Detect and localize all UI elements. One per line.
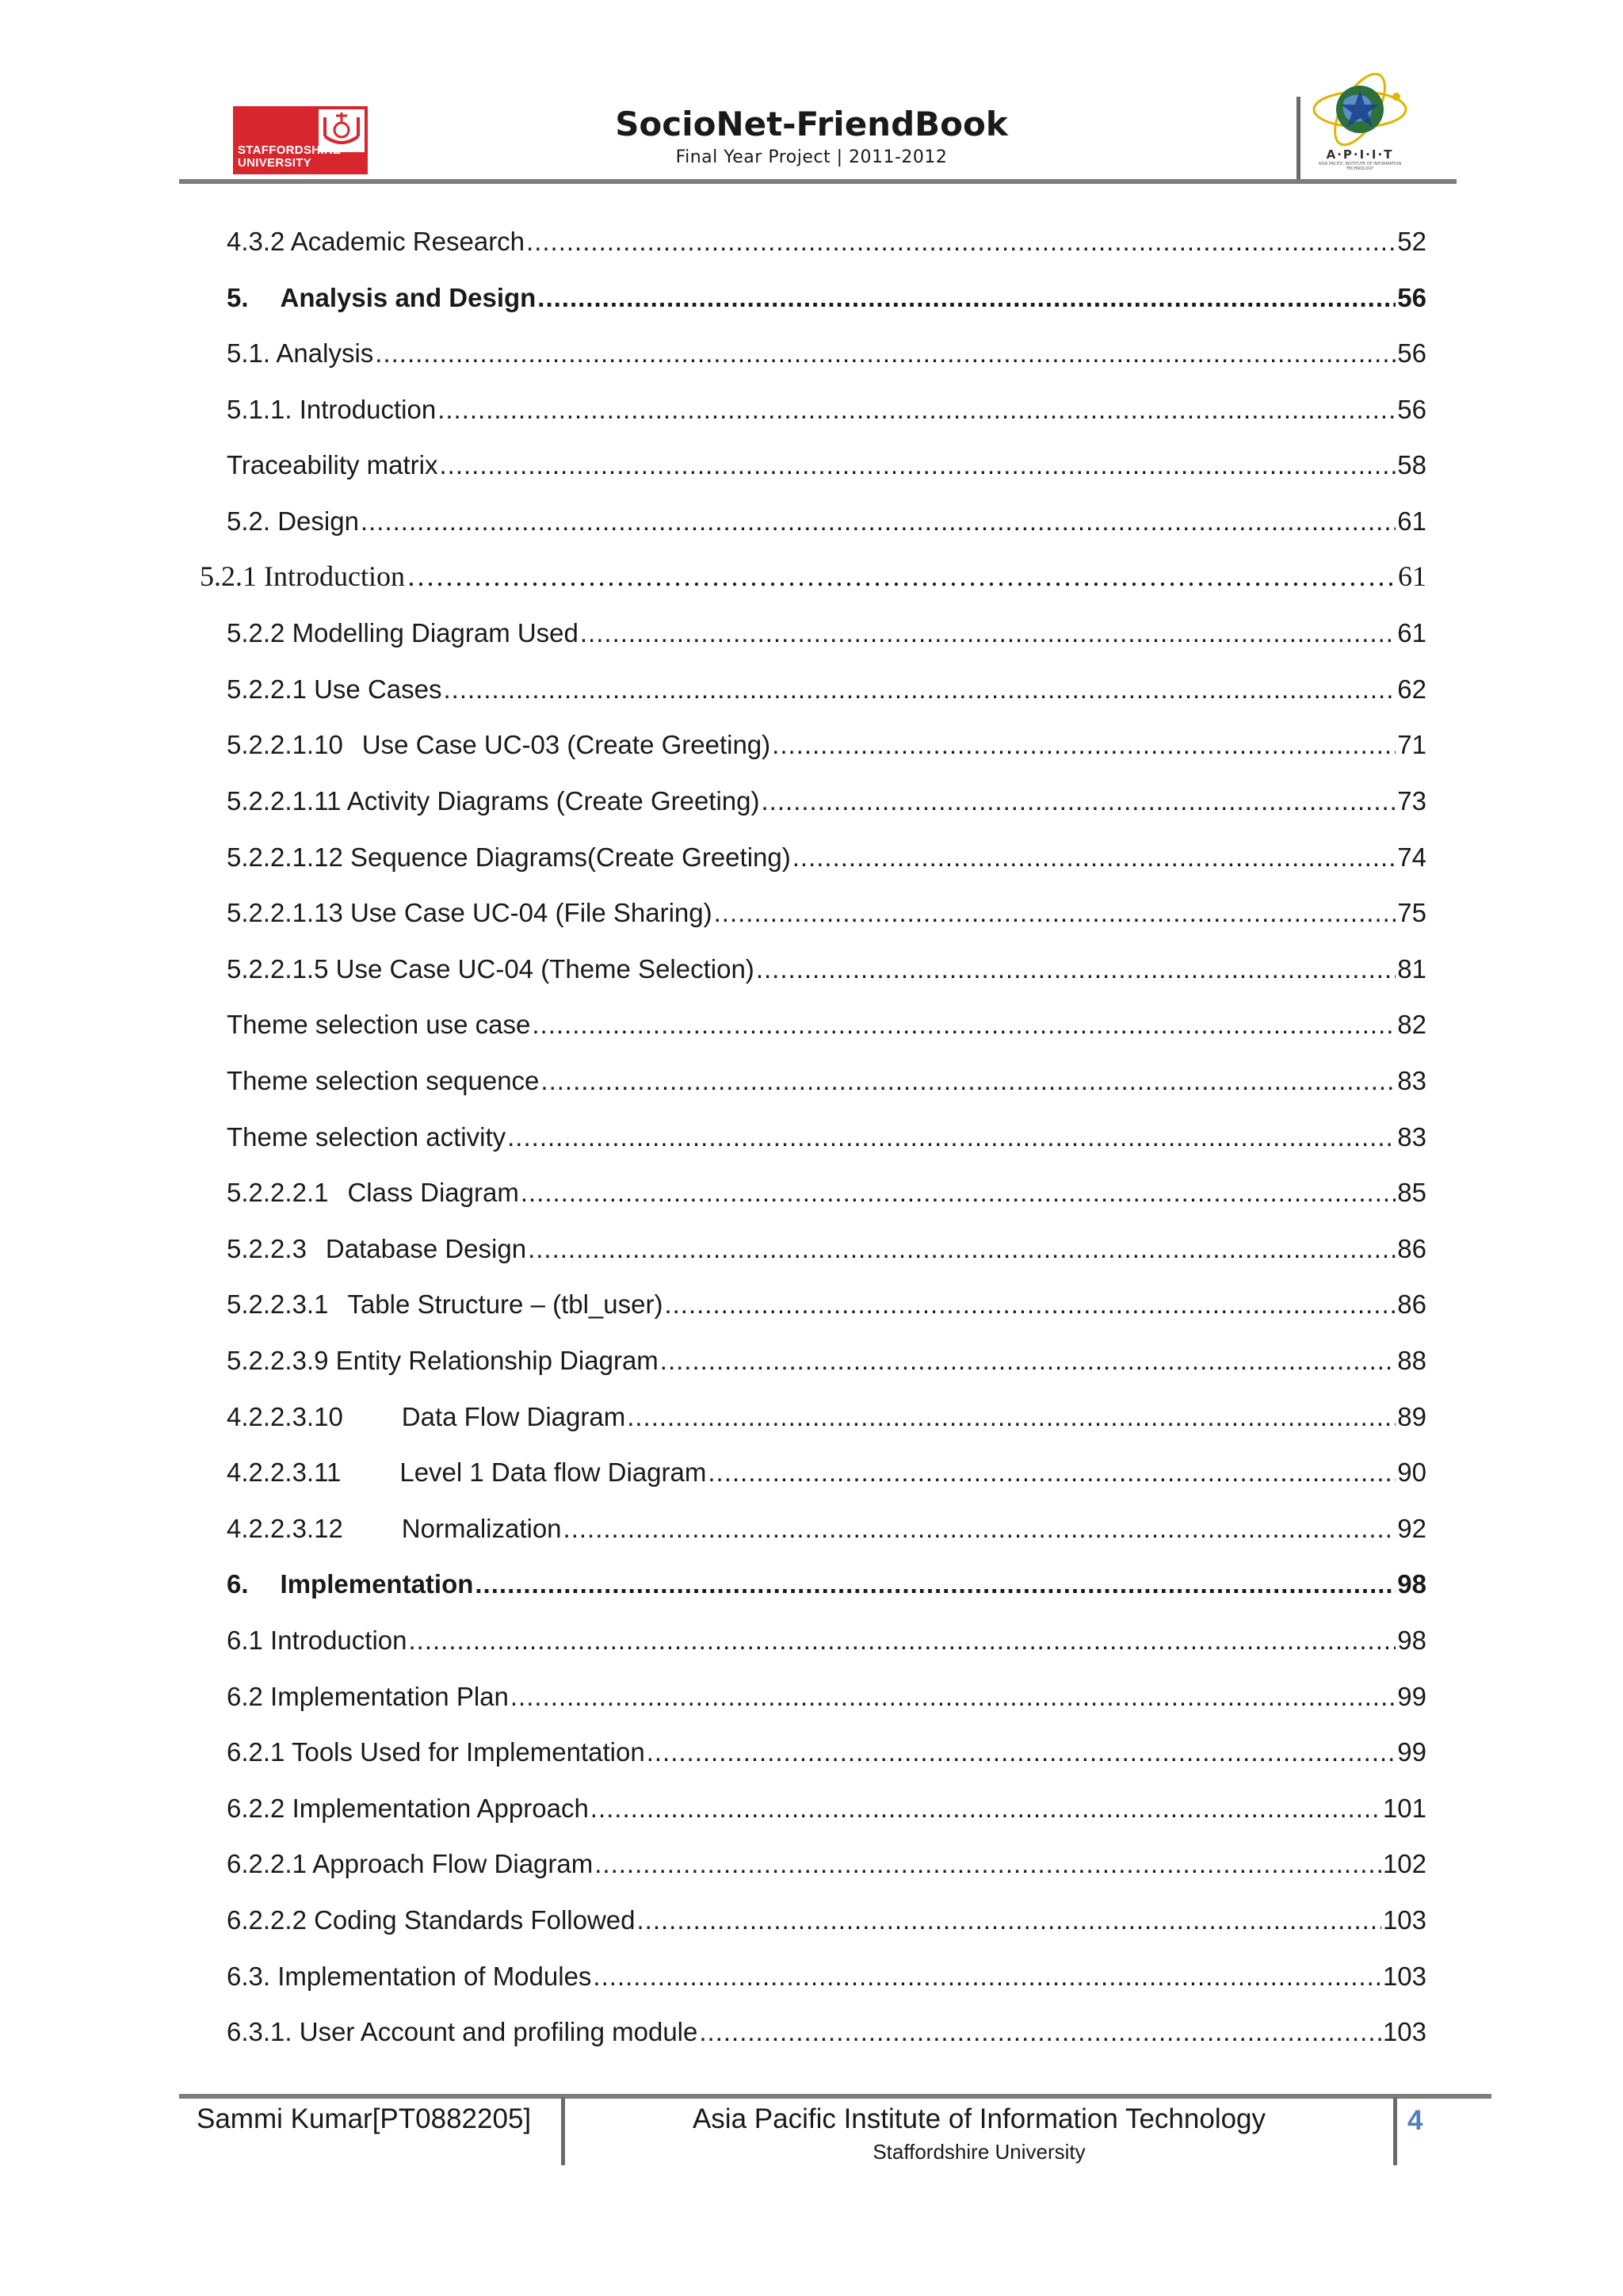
toc-entry-number: 5.2.2.1.10 — [227, 730, 343, 759]
toc-entry[interactable] — [227, 610, 1426, 648]
toc-entry-label: Table Structure – (tbl_user) — [347, 1289, 663, 1319]
apiit-logo-small-text: ASIA PACIFIC INSTITUTE OF INFORMATION TECHNOLOGY — [1318, 162, 1402, 171]
toc-entry-leader — [443, 674, 1396, 705]
toc-entry-number: 5. — [227, 283, 249, 312]
toc-entry-page: 103 — [1382, 2017, 1426, 2046]
toc-entry-page: 85 — [1397, 1178, 1426, 1207]
toc-entry-page: 102 — [1382, 1849, 1426, 1878]
toc-entry-label: 5.2.2.1 Use Cases — [227, 674, 442, 704]
toc-entry[interactable] — [227, 722, 1426, 760]
toc-entry[interactable] — [227, 1786, 1426, 1824]
toc-entry-page: 61 — [1397, 506, 1426, 536]
toc-entry-page: 99 — [1397, 1682, 1426, 1711]
toc-entry-leader — [594, 1849, 1381, 1879]
toc-entry-leader — [772, 730, 1396, 760]
toc-entry-leader — [407, 560, 1396, 593]
toc-entry-label: 6.3. Implementation of Modules — [227, 1962, 592, 1991]
toc-entry[interactable] — [227, 1450, 1426, 1488]
footer-rule — [179, 2094, 1491, 2099]
toc-entry-leader — [475, 1569, 1396, 1599]
toc-entry[interactable] — [227, 387, 1426, 425]
toc-entry-page: 90 — [1397, 1457, 1426, 1487]
toc-entry-number: 4.2.2.3.10 — [227, 1402, 343, 1431]
toc-entry[interactable] — [227, 778, 1426, 816]
toc-entry-leader — [510, 1682, 1396, 1712]
toc-entry-page: 101 — [1382, 1794, 1426, 1823]
toc-entry-leader — [526, 227, 1396, 257]
toc-entry[interactable] — [227, 1002, 1426, 1040]
toc-entry-label: 5.2.2 Modelling Diagram Used — [227, 618, 579, 648]
toc-entry-number: 4.2.2.3.12 — [227, 1514, 343, 1543]
toc-entry[interactable] — [227, 1618, 1426, 1656]
toc-entry[interactable] — [227, 1226, 1426, 1264]
toc-entry-label: 6.2.2.1 Approach Flow Diagram — [227, 1849, 594, 1878]
toc-entry-page: 88 — [1397, 1346, 1426, 1375]
toc-entry-leader — [375, 338, 1396, 369]
toc-entry-label: 4.3.2 Academic Research — [227, 227, 525, 256]
toc-entry-page: 82 — [1397, 1010, 1426, 1039]
toc-entry-number: 5.2.2.3 — [227, 1234, 307, 1263]
toc-entry-page: 98 — [1397, 1569, 1426, 1599]
toc-entry-label: Theme selection sequence — [227, 1066, 540, 1095]
toc-entry-page: 71 — [1397, 730, 1426, 759]
toc-entry-number: 6. — [227, 1569, 249, 1599]
toc-entry[interactable] — [227, 890, 1426, 928]
toc-entry-number: 5.2.2.2.1 — [227, 1178, 329, 1207]
toc-entry[interactable] — [227, 499, 1426, 537]
toc-entry[interactable] — [227, 219, 1426, 257]
toc-entry-leader — [521, 1178, 1396, 1208]
toc-entry-leader — [563, 1514, 1396, 1544]
toc-entry-label: Normalization — [401, 1514, 562, 1543]
toc-entry[interactable] — [227, 1954, 1426, 1992]
toc-entry-leader — [660, 1346, 1396, 1376]
toc-entry[interactable] — [227, 1897, 1426, 1935]
toc-entry-leader — [580, 618, 1396, 648]
toc-entry-page: 98 — [1397, 1626, 1426, 1655]
staffordshire-logo-line2: UNIVERSITY — [238, 156, 312, 170]
toc-entry[interactable] — [227, 1058, 1426, 1096]
toc-entry-page: 81 — [1397, 954, 1426, 984]
toc-entry[interactable] — [227, 1170, 1426, 1208]
toc-entry-label: 6.1 Introduction — [227, 1626, 407, 1655]
toc-entry-leader — [440, 450, 1396, 480]
toc-entry-label: 6.3.1. User Account and profiling module — [227, 2017, 698, 2046]
toc-entry-leader — [593, 1962, 1381, 1992]
toc-entry-label: 5.2.1 Introduction — [200, 560, 405, 592]
toc-entry[interactable] — [227, 1282, 1426, 1320]
toc-entry-leader — [437, 395, 1396, 425]
toc-entry[interactable] — [227, 1506, 1426, 1544]
toc-entry-number: 5.2.2.3.1 — [227, 1289, 329, 1319]
toc-entry-page: 74 — [1397, 842, 1426, 872]
toc-entry-label: Class Diagram — [347, 1178, 519, 1207]
toc-entry-page: 89 — [1397, 1402, 1426, 1431]
toc-entry[interactable] — [227, 275, 1426, 313]
toc-entry-label: Traceability matrix — [227, 450, 438, 479]
toc-entry-page: 83 — [1397, 1122, 1426, 1152]
staffordshire-logo-line1: STAFFORDSHIRE — [238, 143, 342, 157]
toc-entry-leader — [647, 1737, 1396, 1767]
toc-entry[interactable] — [227, 667, 1426, 705]
toc-entry-label: Analysis and Design — [280, 283, 537, 312]
toc-entry-label: 5.2.2.1.11 Activity Diagrams (Create Greeting) — [227, 786, 760, 816]
toc-entry-page: 56 — [1397, 395, 1426, 424]
toc-entry-leader — [756, 954, 1396, 984]
toc-entry-leader — [528, 1234, 1396, 1264]
footer-institute: Asia Pacific Institute of Information Technology — [692, 2103, 1266, 2134]
toc-entry-leader — [664, 1289, 1396, 1320]
toc-entry-label: 5.2. Design — [227, 506, 359, 536]
toc-entry-label: Implementation — [280, 1569, 474, 1599]
toc-entry[interactable] — [227, 1729, 1426, 1767]
toc-entry[interactable] — [227, 1841, 1426, 1879]
toc-entry-label: 5.1.1. Introduction — [227, 395, 437, 424]
toc-entry[interactable] — [227, 330, 1426, 369]
toc-entry-leader — [627, 1402, 1396, 1432]
toc-entry-page: 86 — [1397, 1289, 1426, 1319]
toc-entry-page: 75 — [1397, 898, 1426, 927]
toc-entry-page: 83 — [1397, 1066, 1426, 1095]
toc-entry[interactable] — [200, 555, 1426, 593]
toc-entry-page: 61 — [1397, 618, 1426, 648]
toc-entry-leader — [762, 786, 1396, 816]
footer-author: Sammi Kumar[PT0882205] — [197, 2103, 532, 2134]
footer-divider-right — [1393, 2097, 1397, 2165]
page-number: 4 — [1407, 2105, 1423, 2136]
toc-entry-page: 61 — [1398, 560, 1426, 592]
toc-entry[interactable] — [227, 1674, 1426, 1712]
toc-entry-label: 6.2.2 Implementation Approach — [227, 1794, 589, 1823]
toc-entry-label: Use Case UC-03 (Create Greeting) — [361, 730, 771, 759]
toc-entry-page: 86 — [1397, 1234, 1426, 1263]
toc-entry[interactable] — [227, 1338, 1426, 1376]
toc-entry-page: 73 — [1397, 786, 1426, 816]
toc-entry-leader — [708, 1457, 1396, 1488]
apiit-logo-text: A·P·I·I·T — [1326, 147, 1394, 162]
toc-entry-label: 5.2.2.1.12 Sequence Diagrams(Create Greeting) — [227, 842, 791, 872]
toc-entry-leader — [361, 506, 1396, 537]
toc-entry[interactable] — [227, 1561, 1426, 1599]
toc-entry-label: 6.2.2.2 Coding Standards Followed — [227, 1905, 636, 1935]
toc-entry-label: 5.2.2.1.5 Use Case UC-04 (Theme Selection) — [227, 954, 754, 984]
toc-entry[interactable] — [227, 442, 1426, 480]
toc-entry-label: 5.2.2.3.9 Entity Relationship Diagram — [227, 1346, 659, 1375]
toc-entry-leader — [540, 1066, 1396, 1096]
toc-entry-label: Theme selection use case — [227, 1010, 531, 1039]
toc-entry-page: 92 — [1397, 1514, 1426, 1543]
document-subtitle: Final Year Project | 2011-2012 — [675, 147, 948, 167]
toc-entry-page: 103 — [1382, 1962, 1426, 1991]
toc-entry-number: 4.2.2.3.11 — [227, 1457, 342, 1487]
toc-entry-label: Database Design — [325, 1234, 527, 1263]
toc-entry-page: 56 — [1397, 283, 1426, 312]
toc-entry[interactable] — [227, 1114, 1426, 1152]
toc-entry-label: 6.2 Implementation Plan — [227, 1682, 509, 1711]
toc-entry-label: Data Flow Diagram — [401, 1402, 626, 1431]
toc-entry-leader — [507, 1122, 1396, 1152]
toc-entry-leader — [409, 1626, 1396, 1656]
document-title: SocioNet-FriendBook — [615, 105, 1008, 143]
toc-entry-leader — [714, 898, 1396, 928]
toc-entry-page: 99 — [1397, 1737, 1426, 1767]
toc-entry[interactable] — [227, 2009, 1426, 2047]
toc-entry-leader — [637, 1905, 1381, 1935]
toc-entry-leader — [590, 1794, 1381, 1824]
toc-entry-leader — [699, 2017, 1381, 2047]
toc-entry[interactable] — [227, 1394, 1426, 1432]
toc-entry-page: 52 — [1397, 227, 1426, 256]
toc-entry-label: 5.2.2.1.13 Use Case UC-04 (File Sharing) — [227, 898, 712, 927]
toc-entry-label: Level 1 Data flow Diagram — [399, 1457, 707, 1487]
toc-entry-leader — [537, 283, 1396, 313]
toc-entry-leader — [792, 842, 1396, 873]
toc-entry-label: 5.1. Analysis — [227, 338, 374, 368]
toc-entry-page: 62 — [1397, 674, 1426, 704]
toc-entry-leader — [532, 1010, 1396, 1040]
toc-entry-page: 56 — [1397, 338, 1426, 368]
toc-entry[interactable] — [227, 946, 1426, 984]
footer-university: Staffordshire University — [873, 2140, 1086, 2164]
toc-entry-page: 58 — [1397, 450, 1426, 479]
toc-entry-label: 6.2.1 Tools Used for Implementation — [227, 1737, 645, 1767]
toc-entry-page: 103 — [1382, 1905, 1426, 1935]
toc-entry-label: Theme selection activity — [227, 1122, 506, 1152]
toc-entry[interactable] — [227, 835, 1426, 873]
